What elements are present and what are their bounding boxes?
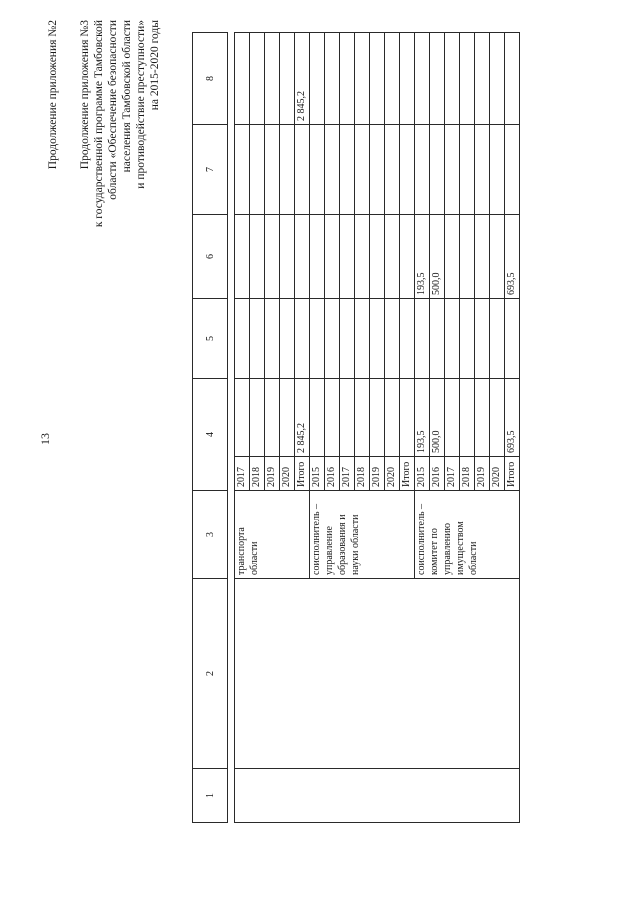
- column-number-cell: 5: [193, 299, 228, 379]
- value-cell-c5: [385, 299, 400, 379]
- year-cell: 2020: [490, 457, 505, 491]
- value-cell-c4: [265, 379, 280, 457]
- value-cell-c6: [400, 215, 415, 299]
- value-cell-c6: 500,0: [430, 215, 445, 299]
- column-number-cell: 1: [193, 769, 228, 823]
- spacer-cell: [228, 33, 235, 823]
- value-cell-c5: [280, 299, 295, 379]
- value-cell-c6: [385, 215, 400, 299]
- value-cell-c6: [280, 215, 295, 299]
- value-cell-c6: [445, 215, 460, 299]
- appendix-continuation-2: [46, 20, 60, 169]
- value-cell-c8: [385, 33, 400, 125]
- value-cell-c4: [340, 379, 355, 457]
- executor-cell: [235, 491, 310, 579]
- value-cell-c5: [250, 299, 265, 379]
- value-cell-c6: [490, 215, 505, 299]
- year-cell: 2020: [280, 457, 295, 491]
- year-cell: 2020: [385, 457, 400, 491]
- header-line: Продолжение приложения №2: [47, 20, 59, 170]
- value-cell-c7: [355, 125, 370, 215]
- value-cell-c8: [400, 33, 415, 125]
- value-cell-c6: [355, 215, 370, 299]
- value-cell-c4: [310, 379, 325, 457]
- column-number-cell: 2: [193, 579, 228, 769]
- year-cell: 2018: [460, 457, 475, 491]
- value-cell-c8: [490, 33, 505, 125]
- value-cell-c7: [235, 125, 250, 215]
- executor-line: области: [249, 541, 260, 575]
- value-cell-c5: [415, 299, 430, 379]
- year-cell: 2015: [415, 457, 430, 491]
- value-cell-c5: [460, 299, 475, 379]
- value-cell-c7: [295, 125, 310, 215]
- table-row: [235, 33, 250, 823]
- value-cell-c6: [235, 215, 250, 299]
- value-cell-c6: [460, 215, 475, 299]
- value-cell-c5: [325, 299, 340, 379]
- value-cell-c4: [325, 379, 340, 457]
- value-cell-c5: [355, 299, 370, 379]
- value-cell-c8: [235, 33, 250, 125]
- value-cell-c4: [385, 379, 400, 457]
- value-cell-c8: [475, 33, 490, 125]
- value-cell-c8: [430, 33, 445, 125]
- value-cell-c7: [505, 125, 520, 215]
- value-cell-c4: [250, 379, 265, 457]
- value-cell-c6: [340, 215, 355, 299]
- value-cell-c7: [265, 125, 280, 215]
- value-cell-c5: [370, 299, 385, 379]
- year-cell: 2015: [310, 457, 325, 491]
- value-cell-c7: [250, 125, 265, 215]
- value-cell-c8: [280, 33, 295, 125]
- year-cell: Итого: [400, 457, 415, 491]
- value-cell-c8: [445, 33, 460, 125]
- executor-line: имуществом: [455, 521, 466, 575]
- value-cell-c5: [505, 299, 520, 379]
- value-cell-c5: [295, 299, 310, 379]
- value-cell-c4: 693,5: [505, 379, 520, 457]
- value-cell-c8: [505, 33, 520, 125]
- header-line: на 2015-2020 годы: [149, 20, 161, 111]
- value-cell-c5: [430, 299, 445, 379]
- value-cell-c4: [235, 379, 250, 457]
- year-cell: 2017: [235, 457, 250, 491]
- value-cell-c6: [325, 215, 340, 299]
- executor-line: управление: [324, 526, 335, 575]
- value-cell-c7: [385, 125, 400, 215]
- value-cell-c4: [475, 379, 490, 457]
- value-cell-c7: [430, 125, 445, 215]
- value-cell-c5: [400, 299, 415, 379]
- value-cell-c4: [400, 379, 415, 457]
- year-cell: 2019: [370, 457, 385, 491]
- value-cell-c8: [250, 33, 265, 125]
- header-line: Продолжение приложения №3: [79, 20, 91, 170]
- executor-line: соисполнитель –: [416, 503, 427, 575]
- column-number-cell: 4: [193, 379, 228, 491]
- header-line: к государственной программе Тамбовской: [93, 20, 105, 228]
- year-cell: 2018: [250, 457, 265, 491]
- value-cell-c6: [265, 215, 280, 299]
- value-cell-c5: [340, 299, 355, 379]
- value-cell-c6: 193,5: [415, 215, 430, 299]
- column-number-cell: 8: [193, 33, 228, 125]
- year-cell: 2019: [265, 457, 280, 491]
- value-cell-c8: [310, 33, 325, 125]
- value-cell-c7: [370, 125, 385, 215]
- value-cell-c7: [460, 125, 475, 215]
- executor-line: области: [468, 541, 479, 575]
- value-cell-c8: 2 845,2: [295, 33, 310, 125]
- year-cell: Итого: [505, 457, 520, 491]
- column-number-cell: 6: [193, 215, 228, 299]
- spacer-row: [228, 33, 235, 823]
- year-cell: 2016: [325, 457, 340, 491]
- value-cell-c6: [475, 215, 490, 299]
- value-cell-c8: [460, 33, 475, 125]
- executor-cell: [310, 491, 415, 579]
- year-cell: 2017: [340, 457, 355, 491]
- appendix-continuation-3: [78, 20, 162, 227]
- value-cell-c8: [340, 33, 355, 125]
- executor-line: транспорта: [236, 527, 247, 575]
- year-cell: 2019: [475, 457, 490, 491]
- value-cell-c7: [475, 125, 490, 215]
- value-cell-c8: [370, 33, 385, 125]
- value-cell-c7: [340, 125, 355, 215]
- value-cell-c7: [400, 125, 415, 215]
- value-cell-c7: [310, 125, 325, 215]
- value-cell-c5: [235, 299, 250, 379]
- column-number-cell: 7: [193, 125, 228, 215]
- executor-line: комитет по: [429, 528, 440, 575]
- value-cell-c4: [460, 379, 475, 457]
- year-cell: 2016: [430, 457, 445, 491]
- value-cell-c8: [325, 33, 340, 125]
- value-cell-c4: [445, 379, 460, 457]
- value-cell-c5: [310, 299, 325, 379]
- value-cell-c4: [370, 379, 385, 457]
- page-number: 13: [38, 433, 52, 445]
- value-cell-c5: [445, 299, 460, 379]
- value-cell-c5: [265, 299, 280, 379]
- value-cell-c8: [265, 33, 280, 125]
- value-cell-c6: [310, 215, 325, 299]
- value-cell-c4: [280, 379, 295, 457]
- executor-line: образования и: [337, 514, 348, 575]
- header-line: населения Тамбовской области: [121, 20, 133, 173]
- value-cell-c6: 693,5: [505, 215, 520, 299]
- value-cell-c5: [490, 299, 505, 379]
- value-cell-c6: [295, 215, 310, 299]
- value-cell-c4: [490, 379, 505, 457]
- header-line: и противодействие преступности»: [135, 20, 147, 189]
- value-cell-c5: [475, 299, 490, 379]
- value-cell-c8: [415, 33, 430, 125]
- executor-line: соисполнитель –: [311, 503, 322, 575]
- year-cell: Итого: [295, 457, 310, 491]
- value-cell-c4: 500,0: [430, 379, 445, 457]
- value-cell-c7: [325, 125, 340, 215]
- value-cell-c4: 193,5: [415, 379, 430, 457]
- col2-cell: [235, 579, 520, 769]
- header-line: области «Обеспечение безопасности: [107, 20, 119, 200]
- year-cell: 2017: [445, 457, 460, 491]
- value-cell-c7: [490, 125, 505, 215]
- executor-line: управлению: [442, 523, 453, 575]
- value-cell-c7: [415, 125, 430, 215]
- value-cell-c7: [445, 125, 460, 215]
- value-cell-c4: 2 845,2: [295, 379, 310, 457]
- col1-cell: [235, 769, 520, 823]
- value-cell-c4: [355, 379, 370, 457]
- funding-table: [192, 32, 520, 823]
- value-cell-c7: [280, 125, 295, 215]
- value-cell-c6: [370, 215, 385, 299]
- value-cell-c6: [250, 215, 265, 299]
- year-cell: 2018: [355, 457, 370, 491]
- executor-line: науки области: [350, 514, 361, 575]
- value-cell-c8: [355, 33, 370, 125]
- executor-cell: [415, 491, 520, 579]
- column-number-row: [193, 33, 228, 823]
- column-number-cell: 3: [193, 491, 228, 579]
